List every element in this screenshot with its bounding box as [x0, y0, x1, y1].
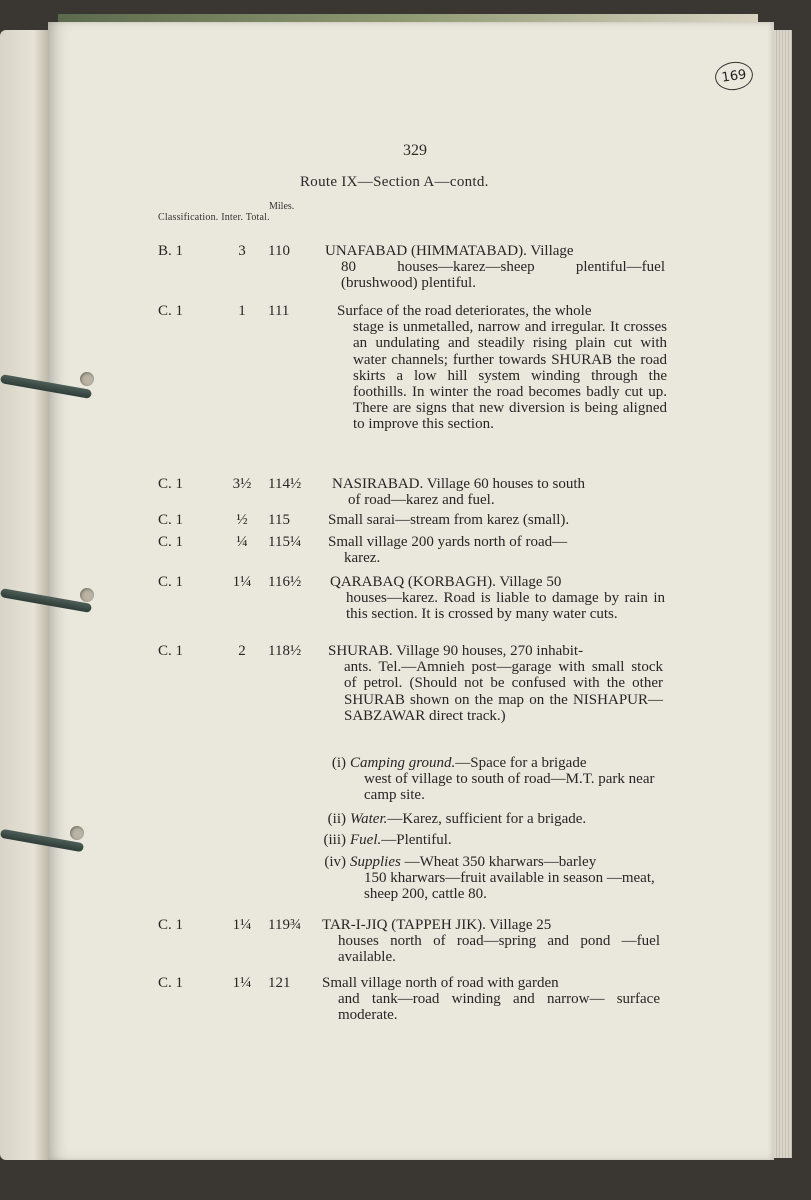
classification: C. 1 — [158, 643, 184, 659]
inter-miles: 1¼ — [232, 917, 252, 933]
inter-miles: 3½ — [232, 476, 252, 492]
entry-description: NASIRABAD. Village 60 houses to south of road—karez and fuel. — [332, 476, 585, 509]
classification: C. 1 — [158, 534, 184, 550]
miles-column-label: Miles. — [269, 201, 295, 212]
inter-miles: ½ — [236, 512, 248, 528]
handwritten-folio-number: 169 — [713, 59, 755, 92]
page-stack-edge — [774, 30, 792, 1158]
classification: C. 1 — [158, 574, 184, 590]
sub-item-text: Camping ground.—Space for a brigade west of village to south of road—M.T. park near camp site. — [350, 755, 655, 804]
inter-miles: 3 — [238, 243, 246, 259]
classification: B. 1 — [158, 243, 184, 259]
inter-miles: 2 — [238, 643, 246, 659]
total-miles: 119¾ — [268, 917, 302, 933]
total-miles: 121 — [268, 975, 291, 991]
entry-description: UNAFABAD (HIMMATABAD). Village 80 houses—karez—sheep plentiful—fuel (brushwood) plentiful. — [325, 243, 665, 292]
entry-description: TAR-I-JIQ (TAPPEH JIK). Village 25 houses north of road—spring and pond —fuel available. — [322, 917, 660, 966]
classification: C. 1 — [158, 917, 184, 933]
entry-description: Surface of the road deteriorates, the whole stage is unmetalled, narrow and irregular. It crosses an undulating and steadily rising plain cut with water channels; further towards SHURAB the road skirts a low hill system winding through the foothills. In winter the road becomes badly cut up. There are signs that new diversion is being aligned to improve this section. — [337, 303, 667, 433]
column-headers: Classification. Inter. Total. — [158, 212, 270, 223]
binding-hole — [80, 372, 94, 386]
classification: C. 1 — [158, 512, 184, 528]
classification: C. 1 — [158, 303, 184, 319]
entry-description: Small sarai—stream from karez (small). — [328, 512, 570, 528]
entry-description: QARABAQ (KORBAGH). Village 50 houses—karez. Road is liable to damage by rain in this section. It is crossed by many water cuts. — [330, 574, 665, 623]
total-miles: 114½ — [268, 476, 302, 492]
inter-miles: ¼ — [236, 534, 248, 550]
total-miles: 116½ — [268, 574, 302, 590]
binding-hole — [70, 826, 84, 840]
classification: C. 1 — [158, 476, 184, 492]
inter-miles: 1¼ — [232, 975, 252, 991]
total-miles: 115¼ — [268, 534, 302, 550]
entry-description: Small village 200 yards north of road— karez. — [328, 534, 568, 567]
route-heading: Route IX—Section A—contd. — [300, 174, 489, 190]
sub-item-text: Supplies —Wheat 350 kharwars—barley 150 kharwars—fruit available in season —meat, sheep 200, cattle 80. — [350, 854, 655, 903]
inter-miles: 1¼ — [232, 574, 252, 590]
sub-item-number: (iii) — [323, 832, 346, 848]
total-miles: 111 — [268, 303, 290, 319]
inter-miles: 1 — [238, 303, 246, 319]
entry-description: SHURAB. Village 90 houses, 270 inhabit- ants. Tel.—Amnieh post—garage with small stock of petrol. (Should not be confused with the other SHURAB shown on the map on the NISHAPUR—SABZAWAR direct track.) — [328, 643, 663, 724]
total-miles: 118½ — [268, 643, 302, 659]
classification: C. 1 — [158, 975, 184, 991]
sub-item-number: (iv) — [324, 854, 346, 870]
sub-item-number: (ii) — [327, 811, 346, 827]
sub-item-text: Fuel.—Plentiful. — [350, 832, 452, 848]
page-number: 329 — [403, 142, 427, 159]
entry-description: Small village north of road with garden and tank—road winding and narrow— surface moderate. — [322, 975, 660, 1024]
binding-hole — [80, 588, 94, 602]
sub-item-number: (i) — [331, 755, 346, 771]
total-miles: 115 — [268, 512, 290, 528]
total-miles: 110 — [268, 243, 290, 259]
sub-item-text: Water.—Karez, sufficient for a brigade. — [350, 811, 587, 827]
